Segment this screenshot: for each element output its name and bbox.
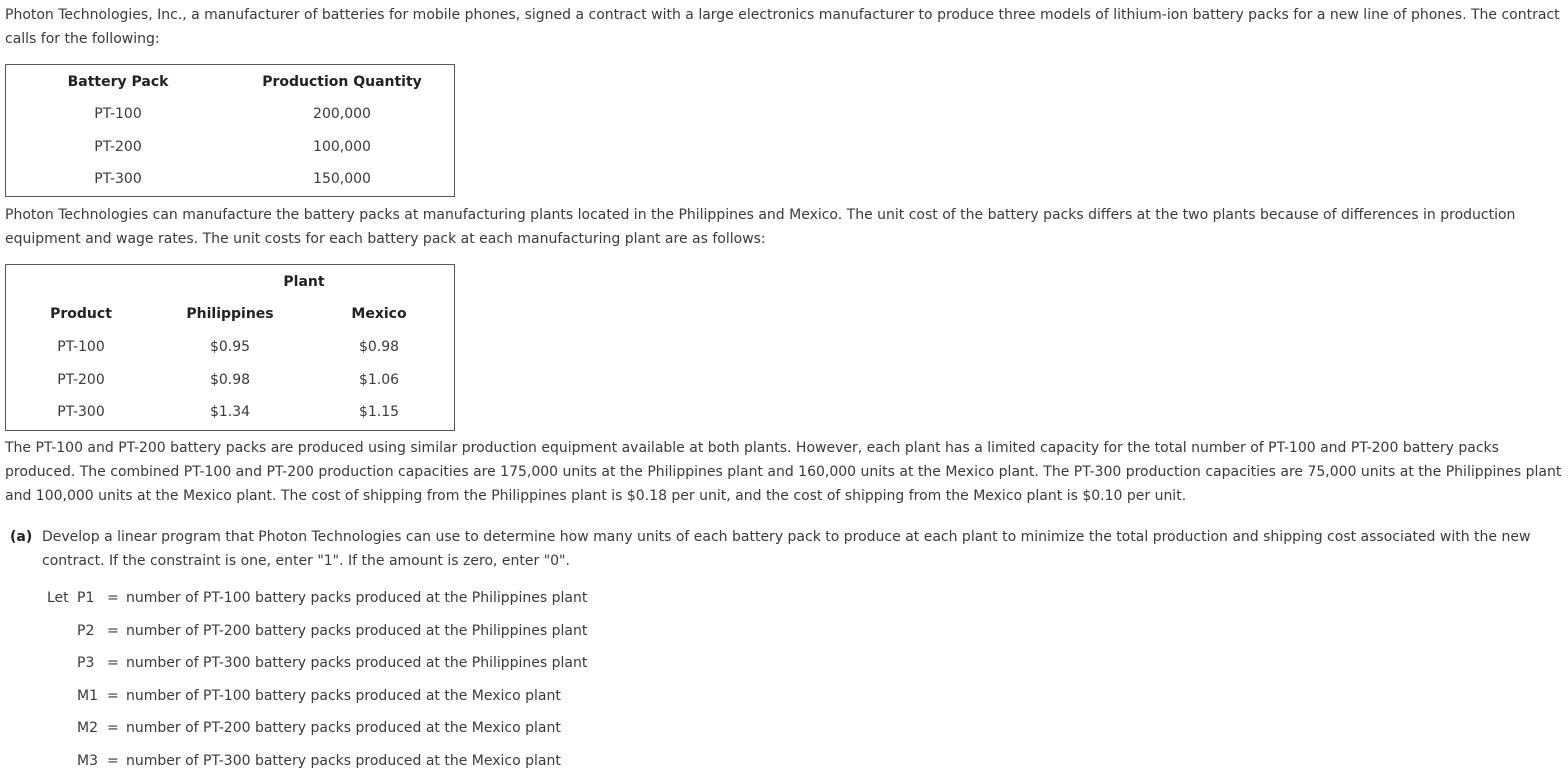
table-cell: $0.98 <box>358 339 400 355</box>
table-cell: PT-300 <box>94 171 142 187</box>
part-a-label: (a) <box>10 529 33 545</box>
plants-paragraph: Photon Technologies can manufacture the battery packs at manufacturing plants located in the Philippines and Mexico. The unit cost of the battery packs differs at the two plants because of differences in production equipment and wage rates. The unit costs for each battery pack at each manufacturing plant are as follows: <box>5 207 1516 247</box>
variable-name: M3 <box>77 753 98 769</box>
variable-description: number of PT-100 battery packs produced at the Mexico plant <box>126 688 561 704</box>
variable-description: number of PT-200 battery packs produced at the Philippines plant <box>126 623 588 639</box>
table-cell: PT-200 <box>94 139 142 155</box>
equals-sign: = <box>107 623 119 639</box>
table-cell: 200,000 <box>313 106 371 122</box>
equals-sign: = <box>107 720 119 736</box>
table-cell: PT-100 <box>57 339 105 355</box>
table-cell: $0.98 <box>209 372 251 388</box>
variable-name: P3 <box>77 655 95 671</box>
variable-name: M1 <box>77 688 98 704</box>
equals-sign: = <box>107 688 119 704</box>
group-header-plant: Plant <box>283 274 325 290</box>
column-header-mexico: Mexico <box>351 306 407 322</box>
table-cell: $1.06 <box>358 372 400 388</box>
variable-description: number of PT-300 battery packs produced at the Mexico plant <box>126 753 561 769</box>
equals-sign: = <box>107 590 119 606</box>
variable-name: M2 <box>77 720 98 736</box>
table-cell: 150,000 <box>313 171 371 187</box>
variable-name: P2 <box>77 623 95 639</box>
capacity-paragraph: The PT-100 and PT-200 battery packs are produced using similar production equipment available at both plants. However, each plant has a limited capacity for the total number of PT-100 and PT-200 battery packs produced. The combined PT-100 and PT-200 production capacities are 175,000 units at the Philippines plant and 160,000 units at the Mexico plant. The PT-300 production capacities are 75,000 units at the Philippines plant and 100,000 units at the Mexico plant. The cost of shipping from the Philippines plant is $0.18 per unit, and the cost of shipping from the Mexico plant is $0.10 per unit. <box>5 440 1562 504</box>
column-header-philippines: Philippines <box>186 306 274 322</box>
production-quantity-table <box>5 64 455 197</box>
table-cell: PT-200 <box>57 372 105 388</box>
table-cell: $1.15 <box>358 404 400 420</box>
equals-sign: = <box>107 655 119 671</box>
table-cell: PT-300 <box>57 404 105 420</box>
variable-description: number of PT-300 battery packs produced at the Philippines plant <box>126 655 588 671</box>
column-header-product: Product <box>50 306 112 322</box>
equals-sign: = <box>107 753 119 769</box>
intro-paragraph: Photon Technologies, Inc., a manufacturer of batteries for mobile phones, signed a contract with a large electronics manufacturer to produce three models of lithium-ion battery packs for a new line of phones. The contract calls for the following: <box>5 7 1560 47</box>
table-cell: 100,000 <box>313 139 371 155</box>
variable-description: number of PT-200 battery packs produced at the Mexico plant <box>126 720 561 736</box>
part-a-text: Develop a linear program that Photon Technologies can use to determine how many units of each battery pack to produce at each plant to minimize the total production and shipping cost associated with the new contract. If the constraint is one, enter "1". If the amount is zero, enter "0". <box>42 529 1531 569</box>
table-cell: PT-100 <box>94 106 142 122</box>
table-cell: $0.95 <box>209 339 251 355</box>
column-header-battery-pack: Battery Pack <box>67 74 169 90</box>
variable-description: number of PT-100 battery packs produced at the Philippines plant <box>126 590 588 606</box>
unit-cost-table <box>5 264 455 431</box>
column-header-production-quantity: Production Quantity <box>262 74 422 90</box>
let-label: Let <box>47 590 69 606</box>
variable-name: P1 <box>77 590 95 606</box>
table-cell: $1.34 <box>209 404 251 420</box>
